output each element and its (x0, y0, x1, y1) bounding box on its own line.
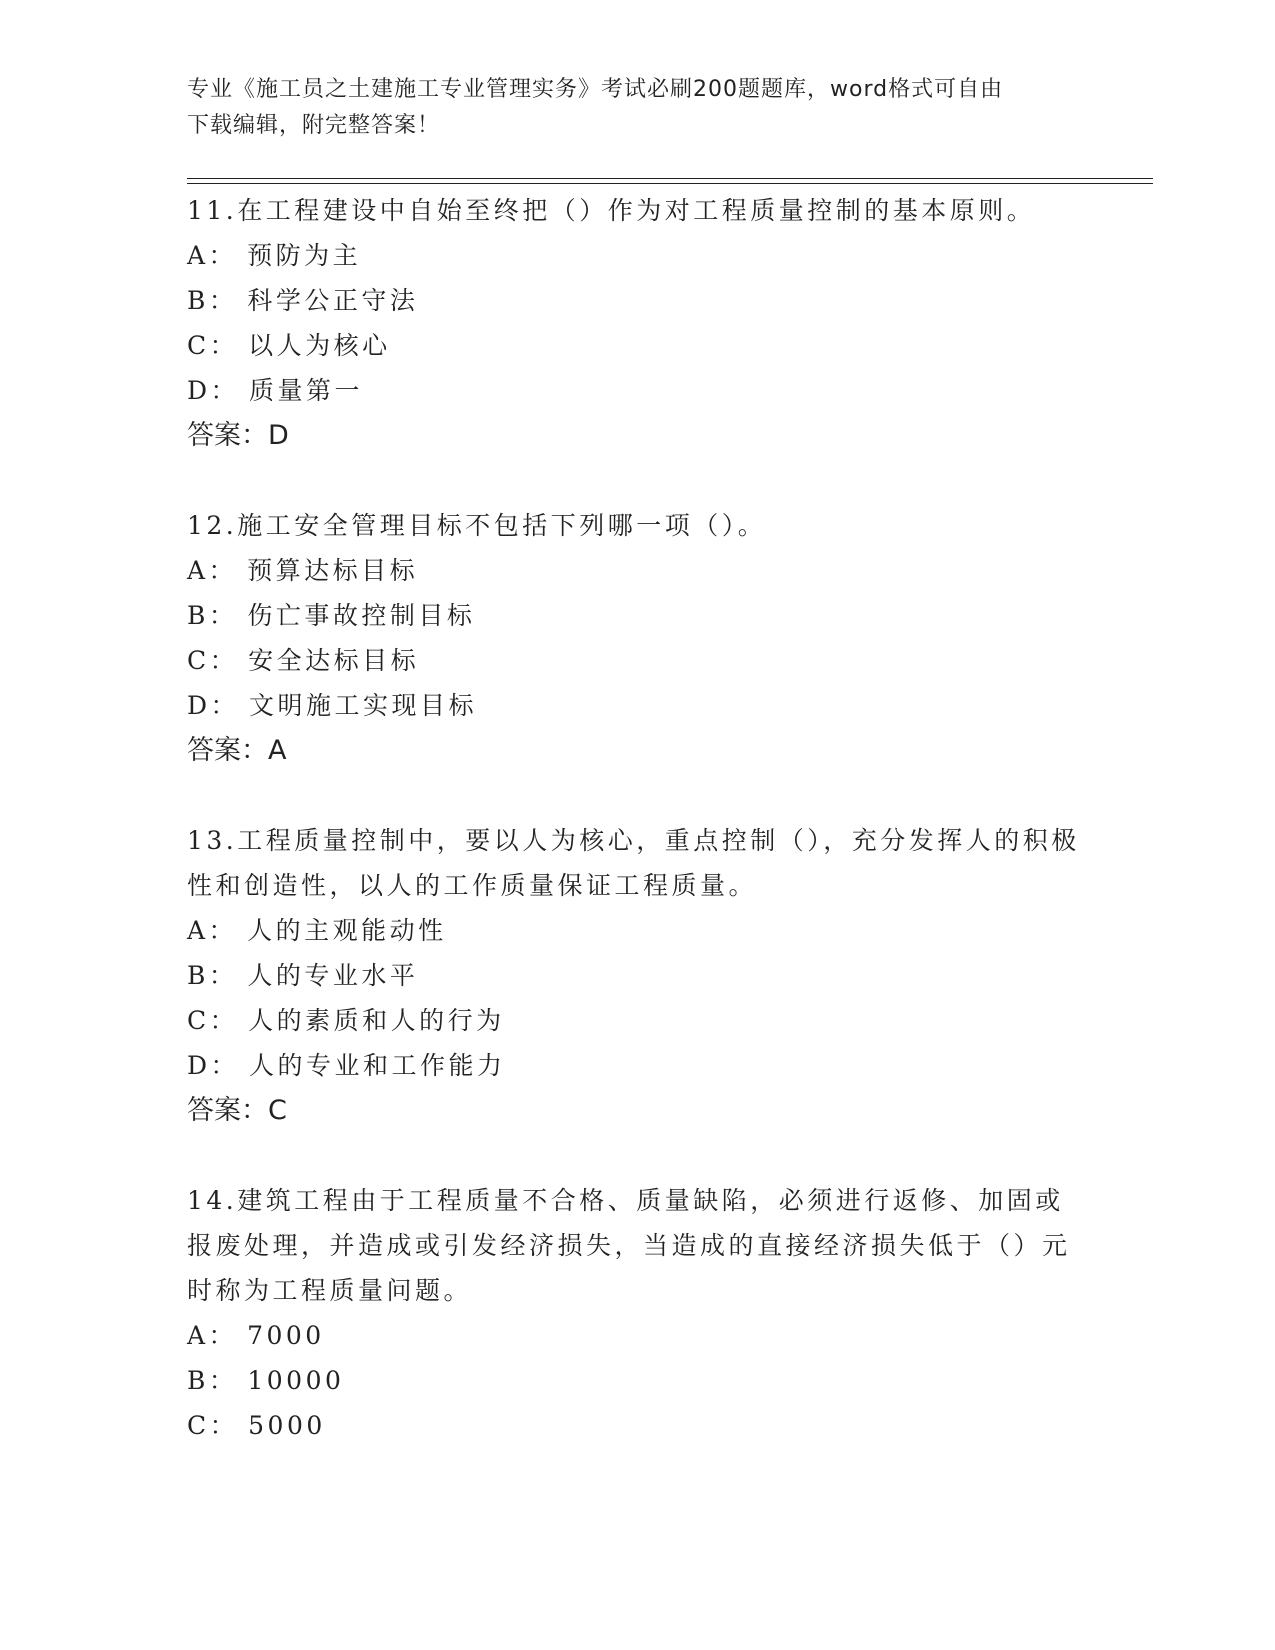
question-list (187, 188, 1087, 1493)
answer: 答案：D (187, 420, 289, 451)
option-key: C： (187, 646, 239, 675)
header-divider-bottom (187, 183, 1153, 184)
question-text: 12.施工安全管理目标不包括下列哪一项（）。 (187, 511, 767, 540)
option-b (187, 278, 1087, 323)
option-key: A： (187, 1321, 238, 1350)
option-text: 预防为主 (247, 241, 362, 270)
option-key: A： (187, 241, 238, 270)
question-13 (187, 818, 1087, 1133)
option-c (187, 1403, 1087, 1448)
option-key: B： (187, 1366, 238, 1395)
option-text: 人的主观能动性 (247, 916, 447, 945)
header-line-2: 下载编辑，附完整答案！ (187, 113, 441, 138)
option-c (187, 323, 1087, 368)
option-key: A： (187, 556, 238, 585)
question-text: 11.在工程建设中自始至终把（）作为对工程质量控制的基本原则。 (187, 196, 1036, 225)
option-key: C： (187, 1411, 239, 1440)
option-text: 5000 (248, 1411, 326, 1440)
option-d (187, 1043, 1087, 1088)
option-key: D： (187, 376, 240, 405)
question-text: 14.建筑工程由于工程质量不合格、质量缺陷，必须进行返修、加固或报废处理，并造成或引发经济损失，当造成的直接经济损失低于（）元时称为工程质量问题。 (187, 1186, 1071, 1305)
option-a (187, 548, 1087, 593)
option-text: 人的专业水平 (247, 961, 419, 990)
question-11 (187, 188, 1087, 458)
question-14 (187, 1178, 1087, 1448)
answer: 答案：C (187, 1095, 287, 1126)
option-text: 以人为核心 (248, 331, 391, 360)
option-text: 预算达标目标 (247, 556, 419, 585)
option-c (187, 638, 1087, 683)
header-divider-top (187, 178, 1153, 179)
option-text: 文明施工实现目标 (249, 691, 478, 720)
option-key: A： (187, 916, 238, 945)
option-key: B： (187, 286, 238, 315)
option-key: B： (187, 601, 238, 630)
option-text: 伤亡事故控制目标 (247, 601, 476, 630)
header-line-1: 专业《施工员之土建施工专业管理实务》考试必刷200题题库，word格式可自由 (187, 77, 1004, 102)
option-key: C： (187, 1006, 239, 1035)
option-b (187, 1358, 1087, 1403)
option-key: D： (187, 1051, 240, 1080)
option-d (187, 368, 1087, 413)
option-text: 人的素质和人的行为 (248, 1006, 505, 1035)
question-12 (187, 503, 1087, 773)
option-text: 安全达标目标 (248, 646, 420, 675)
question-text: 13.工程质量控制中，要以人为核心，重点控制（），充分发挥人的积极性和创造性，以人的工作质量保证工程质量。 (187, 826, 1080, 900)
option-a (187, 233, 1087, 278)
option-key: D： (187, 691, 240, 720)
option-a (187, 1313, 1087, 1358)
option-key: C： (187, 331, 239, 360)
option-text: 质量第一 (249, 376, 364, 405)
option-text: 科学公正守法 (247, 286, 419, 315)
document-header (187, 72, 1087, 144)
option-key: B： (187, 961, 238, 990)
option-text: 人的专业和工作能力 (249, 1051, 506, 1080)
option-a (187, 908, 1087, 953)
option-c (187, 998, 1087, 1043)
option-b (187, 593, 1087, 638)
option-text: 7000 (247, 1321, 325, 1350)
answer: 答案：A (187, 735, 287, 766)
option-text: 10000 (247, 1366, 345, 1395)
option-d (187, 683, 1087, 728)
option-b (187, 953, 1087, 998)
